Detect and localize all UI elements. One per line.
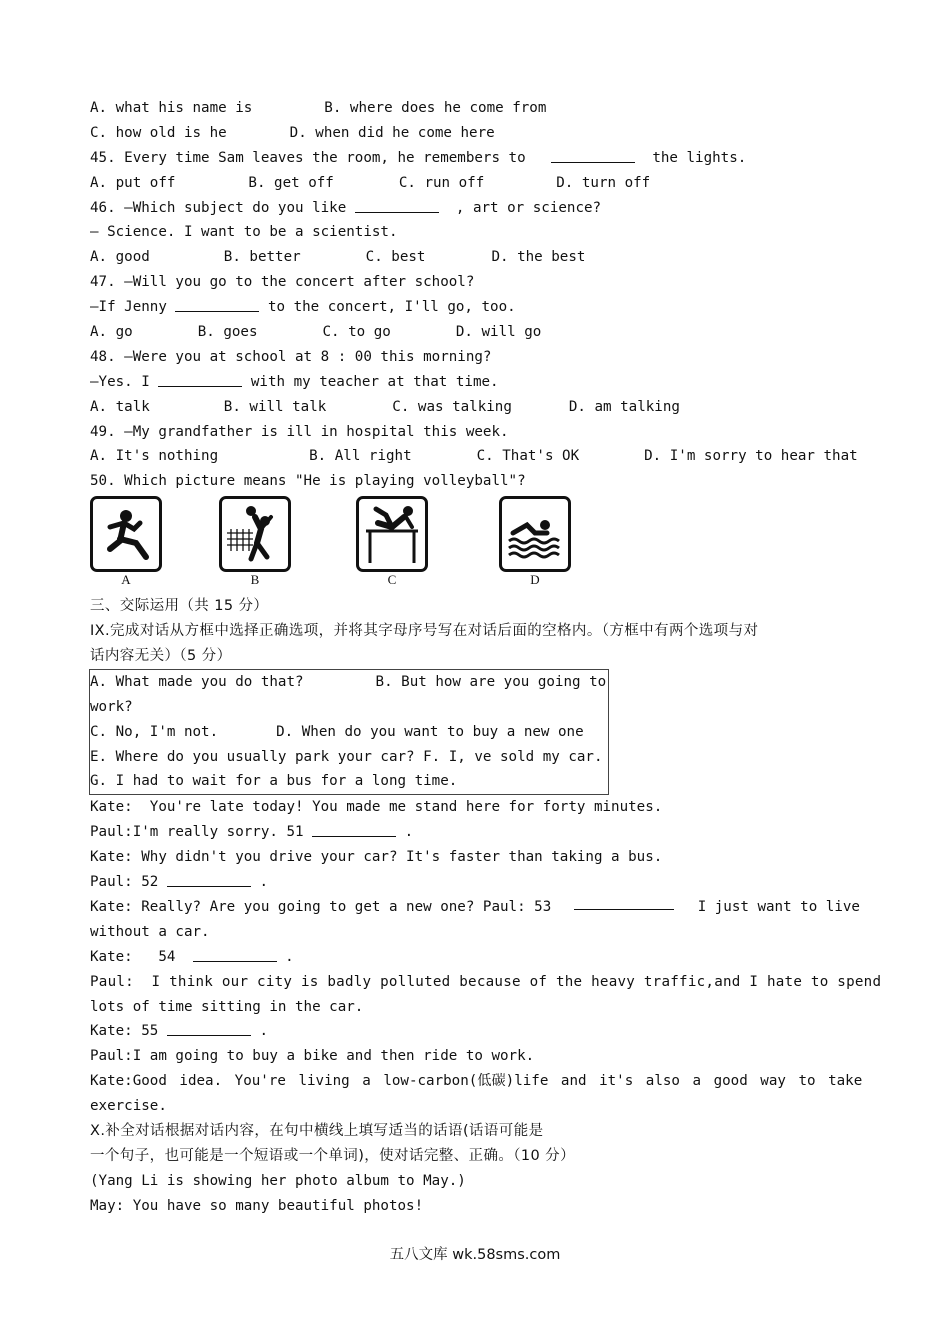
dialog-52-period: . [259, 874, 268, 891]
x-instruction-2: 一个句子，也可能是一个短语或一个单词)，使对话完整、正确。（10 分） [90, 1147, 575, 1164]
q49-option-b: B. All right [309, 448, 412, 465]
dialog-line-9: lots of time sitting in the car. [90, 998, 364, 1015]
dialog-55-period: . [259, 1023, 268, 1040]
blank-53 [574, 895, 674, 910]
dialog-line-4 [90, 870, 860, 895]
ix-instruction-2: 话内容无关）（5 分） [90, 648, 232, 665]
ix-option-d: D. When do you want to buy a new one [276, 723, 584, 740]
q45-options [90, 171, 860, 196]
q50-caption-b: B [250, 572, 260, 588]
x-may-line: May: You have so many beautiful photos! [90, 1197, 424, 1214]
dialog-line-6: without a car. [90, 923, 210, 940]
q48-reply-text: —Yes. I [90, 373, 150, 390]
q49-option-a: A. It's nothing [90, 448, 219, 465]
q48-stem: 48. —Were you at school at 8 : 00 this morning? [90, 348, 492, 365]
dialog-line-8: Paul: I think our city is badly polluted because of the heavy traffic,and I hate to spend [90, 973, 882, 990]
q50-caption-d: D [530, 572, 540, 588]
dialog-53-text: Kate: Really? Are you going to get a new one? Paul: 53 [90, 898, 552, 915]
q47-stem: 47. —Will you go to the concert after school? [90, 274, 475, 291]
ix-option-c: C. No, I'm not. [90, 723, 219, 740]
ix-option-b: B. But how are you going to [375, 673, 607, 690]
q46-option-d: D. the best [491, 249, 586, 266]
q46-stem [90, 196, 860, 221]
running-person-icon [96, 503, 156, 565]
q48-option-b: B. will talk [223, 398, 327, 415]
q50-picture-a [90, 496, 162, 587]
ix-box-row-3 [90, 720, 608, 745]
q50-pictures [90, 494, 860, 594]
ix-options-box [89, 669, 609, 795]
q47-option-b: B. goes [197, 324, 258, 341]
section-3-title: 三、交际运用（共 15 分） [90, 598, 269, 615]
dialog-54-text: Kate: 54 [90, 948, 176, 965]
q44-option-d: D. when did he come here [289, 124, 495, 141]
ix-box-row-5: G. I had to wait for a bus for a long time. [90, 773, 458, 790]
q45-stem-end: the lights. [652, 149, 747, 166]
swimming-icon [505, 503, 565, 565]
q47-reply-end: to the concert, I'll go, too. [267, 299, 516, 316]
q46-stem-end: , art or science? [455, 199, 602, 216]
q48-options [90, 395, 860, 420]
q46-stem-text: 46. —Which subject do you like [90, 199, 347, 216]
q44-options-row-1 [90, 96, 860, 121]
q46-option-a: A. good [90, 249, 150, 266]
q47-reply [90, 295, 860, 320]
q45-option-a: A. put off [90, 174, 176, 191]
dialog-line-13: exercise. [90, 1098, 167, 1115]
q46-options [90, 245, 860, 270]
q47-option-d: D. will go [455, 324, 542, 341]
q47-option-a: A. go [90, 324, 133, 341]
ix-box-row-4: E. Where do you usually park your car? F. I, ve sold my car. [90, 748, 603, 765]
blank-52 [167, 872, 251, 887]
q46-reply: — Science. I want to be a scientist. [90, 224, 398, 241]
footer-watermark: 五八文库 wk.58sms.com [389, 1247, 561, 1263]
q44-option-b: B. where does he come from [324, 100, 547, 116]
blank-51 [312, 822, 396, 837]
ix-instruction-1: IX.完成对话从方框中选择正确选项，并将其字母序号写在对话后面的空格内。（方框中有两个选项与对 [90, 623, 759, 640]
q45-option-d: D. turn off [556, 174, 651, 191]
q47-reply-text: —If Jenny [90, 299, 167, 316]
ix-box-row-2: work? [90, 698, 133, 715]
q50-picture-c [356, 496, 428, 587]
dialog-line-12: Kate:Good idea. You're living a low-carbon(低碳)life and it's also a good way to take [90, 1073, 863, 1090]
dialog-55-text: Kate: 55 [90, 1023, 159, 1040]
dialog-line-5 [90, 895, 860, 920]
q50-stem: 50. Which picture means "He is playing volleyball"? [90, 473, 526, 490]
q49-options [90, 444, 860, 469]
q44-option-c: C. how old is he [90, 124, 227, 141]
q45-stem-text: 45. Every time Sam leaves the room, he remembers to [90, 149, 526, 166]
q49-stem: 49. —My grandfather is ill in hospital this week. [90, 423, 509, 440]
blank-54 [193, 947, 277, 962]
dialog-53-end: I just want to live [697, 898, 860, 915]
q48-option-a: A. talk [90, 398, 150, 415]
q50-caption-a: A [121, 572, 131, 588]
dialog-line-1: Kate: You're late today! You made me stand here for forty minutes. [90, 799, 663, 816]
ix-option-a: A. What made you do that? [90, 673, 304, 690]
q47-options [90, 320, 860, 345]
q47-option-c: C. to go [322, 324, 391, 341]
high-jump-icon [362, 503, 422, 565]
x-scene: (Yang Li is showing her photo album to May.) [90, 1172, 466, 1189]
q46-option-c: C. best [365, 249, 426, 266]
q50-caption-c: C [387, 572, 397, 588]
dialog-52-text: Paul: 52 [90, 874, 159, 891]
dialog-line-3: Kate: Why didn't you drive your car? It's faster than taking a bus. [90, 849, 663, 866]
blank-55 [167, 1021, 251, 1036]
dialog-51-text: Paul:I'm really sorry. 51 [90, 824, 304, 841]
dialog-51-period: . [404, 824, 414, 841]
dialog-line-11: Paul:I am going to buy a bike and then ride to work. [90, 1048, 535, 1065]
q48-blank [158, 372, 242, 387]
q48-option-c: C. was talking [392, 398, 512, 415]
q46-option-b: B. better [223, 249, 301, 266]
q47-blank [175, 297, 259, 312]
dialog-line-7 [90, 945, 860, 970]
q45-stem [90, 146, 860, 171]
q49-option-d: D. I'm sorry to hear that [644, 448, 858, 465]
dialog-line-2 [90, 820, 860, 845]
q50-picture-b [219, 496, 291, 587]
page-content [90, 96, 882, 1219]
q48-reply [90, 370, 860, 395]
q48-reply-end: with my teacher at that time. [250, 373, 499, 390]
x-instruction-1: X.补全对话根据对话内容，在句中横线上填写适当的话语(话语可能是 [90, 1122, 544, 1139]
q50-picture-d [499, 496, 571, 587]
q45-option-c: C. run off [398, 174, 485, 191]
volleyball-player-icon [225, 503, 285, 565]
dialog-54-period: . [285, 948, 294, 965]
q49-option-c: C. That's OK [476, 448, 580, 465]
q48-option-d: D. am talking [568, 398, 680, 415]
q44-option-a: A. what his name is [90, 100, 253, 116]
q44-options-row-2 [90, 121, 860, 146]
dialog-line-10 [90, 1019, 860, 1044]
ix-box-row-1 [90, 670, 608, 695]
q45-option-b: B. get off [248, 174, 334, 191]
q45-blank [551, 148, 635, 163]
q46-blank [355, 198, 439, 213]
